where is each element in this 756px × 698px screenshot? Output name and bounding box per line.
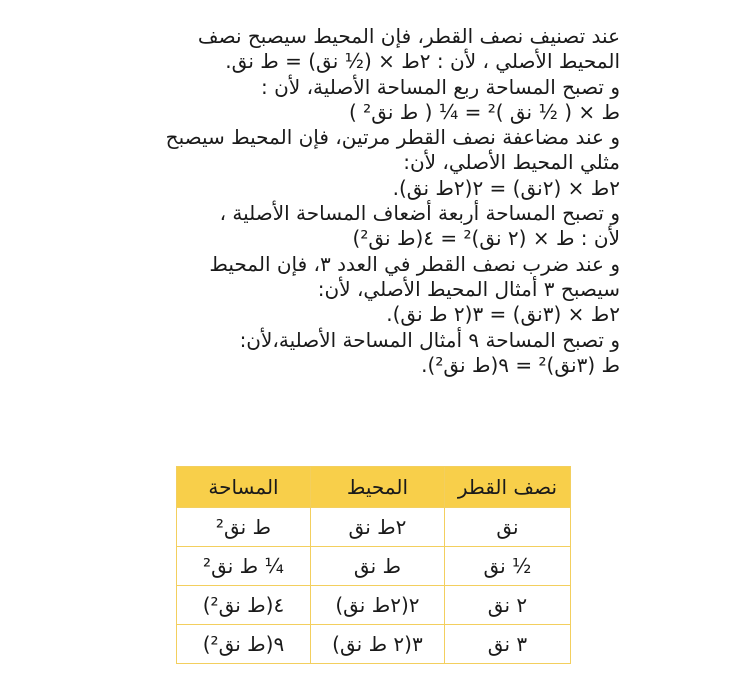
cell-perimeter: ٣(٢ ط نق) <box>310 625 444 664</box>
header-perimeter: المحيط <box>310 467 444 508</box>
formula-line: ط × ( ½ نق )² = ¼ ( ط نق² ) <box>349 99 620 124</box>
formula-line: ٢ط × (٢نق) = ٢(٢ط نق). <box>392 175 620 200</box>
formula-line: ط (٣نق)² = ٩(ط نق²). <box>421 352 620 377</box>
header-area: المساحة <box>177 467 311 508</box>
table-header-row <box>177 467 571 508</box>
header-radius: نصف القطر <box>444 467 570 508</box>
cell-perimeter: ٢ط نق <box>310 508 444 547</box>
formula-line: لأن : ط × (٢ نق)² = ٤(ط نق²) <box>352 226 620 251</box>
cell-area: ٩(ط نق²) <box>177 625 311 664</box>
cell-perimeter: ٢(٢ط نق) <box>310 586 444 625</box>
paragraph-line: المحيط الأصلي ، لأن : ٢ط × (½ نق) = ط نق. <box>225 49 620 74</box>
explanation-text <box>150 24 620 378</box>
results-table <box>176 466 571 664</box>
cell-area: ط نق² <box>177 508 311 547</box>
paragraph-line: و عند ضرب نصف القطر في العدد ٣، فإن المحيط <box>209 251 620 276</box>
paragraph-line: و تصبح المساحة ٩ أمثال المساحة الأصلية،لأن: <box>239 327 620 352</box>
cell-perimeter: ط نق <box>310 547 444 586</box>
paragraph-line: و تصبح المساحة ربع المساحة الأصلية، لأن : <box>261 74 620 99</box>
table-row <box>177 547 571 586</box>
paragraph-line: سيصبح ٣ أمثال المحيط الأصلي، لأن: <box>317 276 620 301</box>
paragraph-line: مثلي المحيط الأصلي، لأن: <box>403 150 620 175</box>
table-row <box>177 586 571 625</box>
cell-area: ٤(ط نق²) <box>177 586 311 625</box>
formula-line: ٢ط × (٣نق) = ٣(٢ ط نق). <box>386 302 620 327</box>
cell-area: ¼ ط نق² <box>177 547 311 586</box>
paragraph-line: و تصبح المساحة أربعة أضعاف المساحة الأصلية ، <box>219 201 620 226</box>
cell-radius: ٢ نق <box>444 586 570 625</box>
table-row <box>177 625 571 664</box>
cell-radius: ٣ نق <box>444 625 570 664</box>
table-row <box>177 508 571 547</box>
cell-radius: ½ نق <box>444 547 570 586</box>
paragraph-line: عند تصنيف نصف القطر، فإن المحيط سيصبح نصف <box>197 24 620 48</box>
cell-radius: نق <box>444 508 570 547</box>
paragraph-line: و عند مضاعفة نصف القطر مرتين، فإن المحيط سيصبح <box>165 125 620 150</box>
